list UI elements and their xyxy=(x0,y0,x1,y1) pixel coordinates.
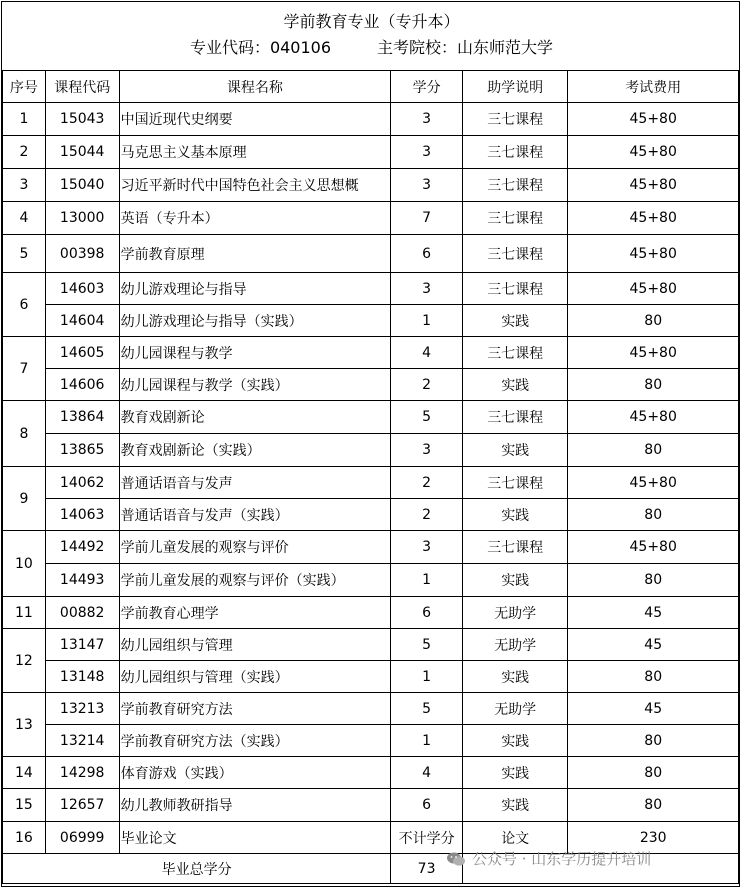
course-code: 14062 xyxy=(45,467,119,499)
course-note: 三七课程 xyxy=(463,467,568,499)
course-name: 幼儿园组织与管理 xyxy=(119,629,391,661)
course-name: 习近平新时代中国特色社会主义思想概 xyxy=(119,169,391,202)
table-row xyxy=(3,273,739,305)
course-credit: 4 xyxy=(391,757,463,789)
course-note: 实践 xyxy=(463,725,568,757)
course-credit: 3 xyxy=(391,169,463,202)
course-fee: 80 xyxy=(568,369,739,401)
course-note: 三七课程 xyxy=(463,103,568,136)
course-fee: 45 xyxy=(568,693,739,725)
table-row xyxy=(3,789,739,822)
course-credit: 6 xyxy=(391,789,463,822)
sheet-subtitle xyxy=(2,37,741,59)
course-fee: 45+80 xyxy=(568,401,739,434)
table-row xyxy=(3,629,739,661)
course-fee: 80 xyxy=(568,725,739,757)
course-name: 学前教育心理学 xyxy=(119,597,391,629)
course-credit: 5 xyxy=(391,629,463,661)
row-number: 13 xyxy=(3,693,46,757)
course-name: 学前教育原理 xyxy=(119,235,391,273)
course-code: 13214 xyxy=(45,725,119,757)
course-fee: 80 xyxy=(568,434,739,467)
course-credit: 6 xyxy=(391,235,463,273)
row-number: 12 xyxy=(3,629,46,693)
total-credit-label: 毕业总学分 xyxy=(3,854,391,884)
table-row xyxy=(3,725,739,757)
table-row xyxy=(3,467,739,499)
table-row xyxy=(3,661,739,693)
course-fee: 45+80 xyxy=(568,202,739,235)
course-credit: 6 xyxy=(391,597,463,629)
course-credit: 2 xyxy=(391,467,463,499)
course-name: 教育戏剧新论（实践） xyxy=(119,434,391,467)
course-note: 三七课程 xyxy=(463,136,568,169)
course-note: 实践 xyxy=(463,369,568,401)
table-row xyxy=(3,434,739,467)
course-credit: 3 xyxy=(391,136,463,169)
course-name: 幼儿园课程与教学（实践） xyxy=(119,369,391,401)
header-note: 助学说明 xyxy=(463,71,568,103)
course-code: 13213 xyxy=(45,693,119,725)
table-row xyxy=(3,369,739,401)
header-no: 序号 xyxy=(3,71,46,103)
course-note: 三七课程 xyxy=(463,531,568,564)
header-fee: 考试费用 xyxy=(568,71,739,103)
course-credit: 1 xyxy=(391,661,463,693)
table-row xyxy=(3,103,739,136)
course-fee: 80 xyxy=(568,789,739,822)
course-note: 实践 xyxy=(463,305,568,337)
course-code: 13148 xyxy=(45,661,119,693)
course-note: 实践 xyxy=(463,564,568,597)
course-credit: 7 xyxy=(391,202,463,235)
course-note: 实践 xyxy=(463,661,568,693)
course-note: 实践 xyxy=(463,434,568,467)
course-credit: 3 xyxy=(391,434,463,467)
course-fee: 45+80 xyxy=(568,103,739,136)
course-code: 12657 xyxy=(45,789,119,822)
course-name: 体育游戏（实践） xyxy=(119,757,391,789)
row-number: 1 xyxy=(3,103,46,136)
course-note: 实践 xyxy=(463,789,568,822)
table-row xyxy=(3,757,739,789)
header-code: 课程代码 xyxy=(45,71,119,103)
course-code: 06999 xyxy=(45,822,119,854)
course-credit: 3 xyxy=(391,103,463,136)
course-note: 三七课程 xyxy=(463,202,568,235)
table-row xyxy=(3,136,739,169)
course-code: 14606 xyxy=(45,369,119,401)
row-number: 4 xyxy=(3,202,46,235)
watermark xyxy=(446,848,651,869)
row-number: 11 xyxy=(3,597,46,629)
course-table xyxy=(2,70,739,884)
table-row xyxy=(3,235,739,273)
course-name: 英语（专升本） xyxy=(119,202,391,235)
course-fee: 230 xyxy=(568,822,739,854)
table-row xyxy=(3,305,739,337)
row-number: 9 xyxy=(3,467,46,531)
course-credit: 2 xyxy=(391,369,463,401)
course-name: 幼儿游戏理论与指导（实践） xyxy=(119,305,391,337)
table-row xyxy=(3,499,739,531)
course-fee: 45+80 xyxy=(568,235,739,273)
course-code: 00398 xyxy=(45,235,119,273)
course-name: 学前教育研究方法（实践） xyxy=(119,725,391,757)
course-fee: 45+80 xyxy=(568,531,739,564)
course-code: 14493 xyxy=(45,564,119,597)
sheet-title: 学前教育专业（专升本） xyxy=(283,12,460,31)
table-row xyxy=(3,531,739,564)
course-note: 三七课程 xyxy=(463,169,568,202)
course-name: 中国近现代史纲要 xyxy=(119,103,391,136)
course-fee: 45+80 xyxy=(568,273,739,305)
course-code: 14605 xyxy=(45,337,119,369)
table-row xyxy=(3,564,739,597)
course-name: 学前教育研究方法 xyxy=(119,693,391,725)
row-number: 6 xyxy=(3,273,46,337)
course-credit: 1 xyxy=(391,305,463,337)
course-name: 毕业论文 xyxy=(119,822,391,854)
course-credit: 4 xyxy=(391,337,463,369)
table-row xyxy=(3,597,739,629)
header-name: 课程名称 xyxy=(119,71,391,103)
header-credit: 学分 xyxy=(391,71,463,103)
course-note: 无助学 xyxy=(463,629,568,661)
course-code: 14603 xyxy=(45,273,119,305)
course-code: 15043 xyxy=(45,103,119,136)
course-name: 学前儿童发展的观察与评价 xyxy=(119,531,391,564)
wechat-icon xyxy=(446,851,466,867)
course-note: 无助学 xyxy=(463,597,568,629)
course-credit: 5 xyxy=(391,401,463,434)
course-code: 13000 xyxy=(45,202,119,235)
course-note: 论文 xyxy=(463,822,568,854)
course-fee: 45+80 xyxy=(568,169,739,202)
course-fee: 80 xyxy=(568,564,739,597)
row-number: 7 xyxy=(3,337,46,401)
course-credit: 3 xyxy=(391,531,463,564)
row-number: 15 xyxy=(3,789,46,822)
table-row xyxy=(3,401,739,434)
major-code: 专业代码：040106 xyxy=(189,38,332,57)
exam-school: 主考院校：山东师范大学 xyxy=(377,38,554,57)
course-note: 三七课程 xyxy=(463,401,568,434)
table-row xyxy=(3,202,739,235)
course-fee: 45 xyxy=(568,597,739,629)
course-code: 15040 xyxy=(45,169,119,202)
course-note: 实践 xyxy=(463,499,568,531)
row-number: 2 xyxy=(3,136,46,169)
course-name: 普通话语音与发声（实践） xyxy=(119,499,391,531)
row-number: 8 xyxy=(3,401,46,467)
course-name: 幼儿教师教研指导 xyxy=(119,789,391,822)
course-code: 15044 xyxy=(45,136,119,169)
row-number: 14 xyxy=(3,757,46,789)
course-fee: 80 xyxy=(568,661,739,693)
course-sheet xyxy=(1,1,740,887)
row-number: 5 xyxy=(3,235,46,273)
course-code: 13147 xyxy=(45,629,119,661)
course-name: 学前儿童发展的观察与评价（实践） xyxy=(119,564,391,597)
table-row xyxy=(3,169,739,202)
row-number: 3 xyxy=(3,169,46,202)
course-code: 13864 xyxy=(45,401,119,434)
course-note: 三七课程 xyxy=(463,235,568,273)
watermark-text: 公众号 · 山东学历提升培训 xyxy=(472,850,652,868)
course-fee: 45+80 xyxy=(568,136,739,169)
course-fee: 45+80 xyxy=(568,337,739,369)
course-note: 三七课程 xyxy=(463,337,568,369)
course-credit: 1 xyxy=(391,725,463,757)
course-credit: 5 xyxy=(391,693,463,725)
course-fee: 80 xyxy=(568,499,739,531)
course-fee: 80 xyxy=(568,305,739,337)
course-credit: 2 xyxy=(391,499,463,531)
course-note: 三七课程 xyxy=(463,273,568,305)
table-body xyxy=(3,103,739,854)
row-number: 16 xyxy=(3,822,46,854)
course-note: 无助学 xyxy=(463,693,568,725)
course-code: 14492 xyxy=(45,531,119,564)
table-header-row xyxy=(3,71,739,103)
course-credit: 1 xyxy=(391,564,463,597)
course-credit: 3 xyxy=(391,273,463,305)
course-name: 教育戏剧新论 xyxy=(119,401,391,434)
table-row xyxy=(3,693,739,725)
course-fee: 80 xyxy=(568,757,739,789)
row-number: 10 xyxy=(3,531,46,597)
course-code: 13865 xyxy=(45,434,119,467)
course-name: 幼儿园课程与教学 xyxy=(119,337,391,369)
course-name: 马克思主义基本原理 xyxy=(119,136,391,169)
course-code: 14298 xyxy=(45,757,119,789)
course-code: 14604 xyxy=(45,305,119,337)
course-note: 实践 xyxy=(463,757,568,789)
table-row xyxy=(3,337,739,369)
course-code: 00882 xyxy=(45,597,119,629)
total-credit-value: 73 xyxy=(391,854,463,884)
course-name: 幼儿游戏理论与指导 xyxy=(119,273,391,305)
course-credit: 不计学分 xyxy=(391,822,463,854)
course-fee: 45+80 xyxy=(568,467,739,499)
course-name: 普通话语音与发声 xyxy=(119,467,391,499)
course-fee: 45 xyxy=(568,629,739,661)
course-code: 14063 xyxy=(45,499,119,531)
course-name: 幼儿园组织与管理（实践） xyxy=(119,661,391,693)
